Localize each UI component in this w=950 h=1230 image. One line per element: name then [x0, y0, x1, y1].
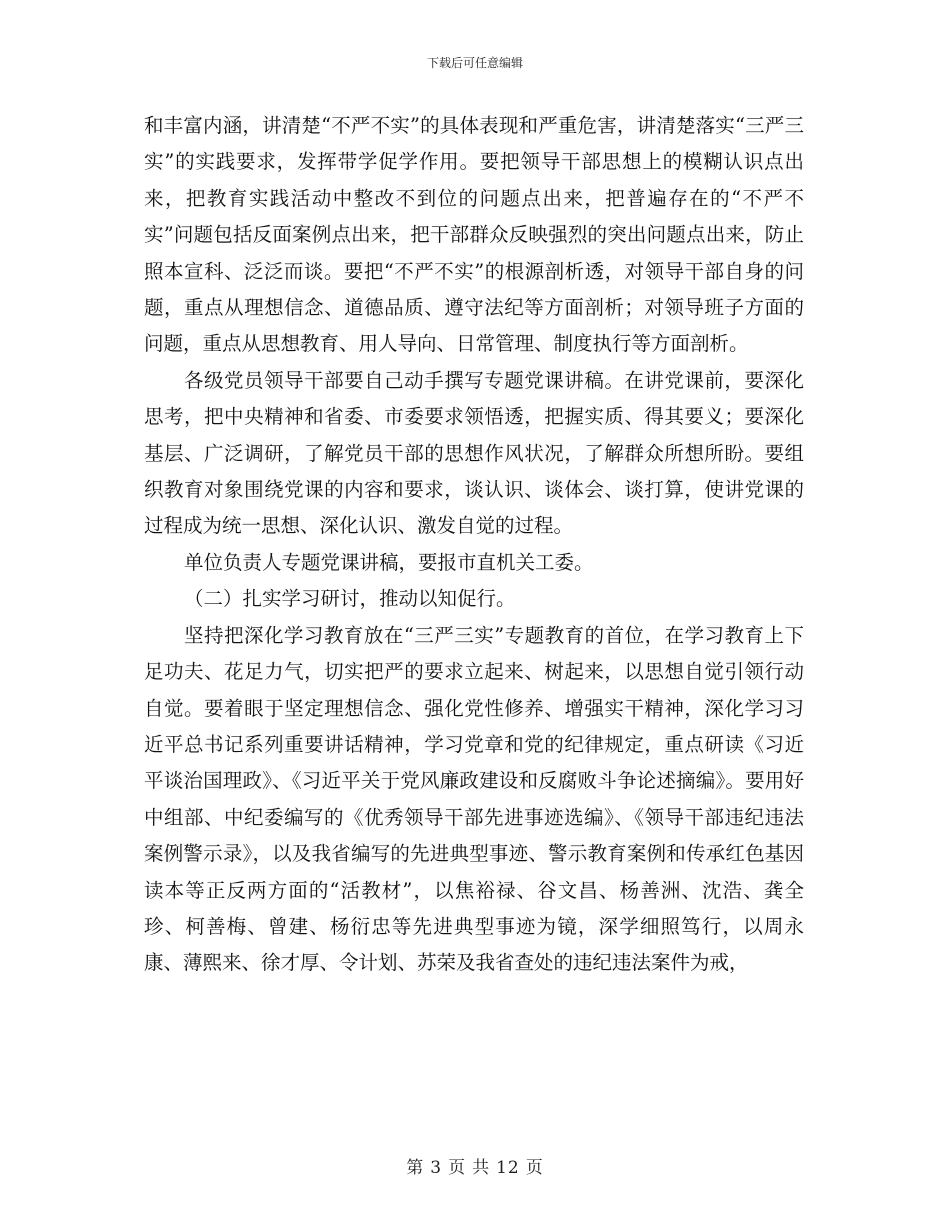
paragraph-2: 各级党员领导干部要自己动手撰写专题党课讲稿。在讲党课前，要深化思考，把中央精神和省委、市委要求领悟透，把握实质、得其要义；要深化基层、广泛调研，了解党员干部的思想作风状况，了解群众所想所盼。要组织教育对象围绕党课的内容和要求，谈认识、谈体会、谈打算，使讲党课的过程成为统一思想、深化认识、激发自觉的过程。: [144, 368, 804, 538]
total-pages-number: 12: [496, 1158, 520, 1178]
document-body: [144, 108, 804, 982]
paragraph-1: 和丰富内涵，讲清楚“不严不实”的具体表现和严重危害，讲清楚落实“三严三实”的实践要求，发挥带学促学作用。要把领导干部思想上的模糊认识点出来，把教育实践活动中整改不到位的问题点出来，把普遍存在的“不严不实”问题包括反面案例点出来，把干部群众反映强烈的突出问题点出来，防止照本宣科、泛泛而谈。要把“不严不实”的根源剖析透，对领导干部自身的问题，重点从理想信念、道德品质、遵守法纪等方面剖析；对领导班子方面的问题，重点从思想教育、用人导向、日常管理、制度执行等方面剖析。: [144, 114, 804, 356]
section-heading: （二）扎实学习研讨，推动以知促行。: [184, 587, 516, 611]
paragraph-5: 坚持把深化学习教育放在“三严三实”专题教育的首位，在学习教育上下足功夫、花足力气，切实把严的要求立起来、树起来，以思想自觉引领行动自觉。要着眼于坚定理想信念、强化党性修养、增强实干精神，深化学习习近平总书记系列重要讲话精神，学习党章和党的纪律规定，重点研读《习近平谈治国理政》、《习近平关于党风廉政建设和反腐败斗争论述摘编》。要用好中组部、中纪委编写的《优秀领导干部先进事迹选编》、《领导干部违纪违法案例警示录》，以及我省编写的先进典型事迹、警示教育案例和传承红色基因读本等正反两方面的“活教材”，以焦裕禄、谷文昌、杨善洲、沈浩、龚全珍、柯善梅、曾建、杨衍忠等先进典型事迹为镜，深学细照笃行，以周永康、薄熙来、徐才厚、令计划、苏荣及我省查处的违纪违法案件为戒，: [144, 623, 804, 975]
footer-mid: 页: [448, 1158, 467, 1178]
paragraph-3: 单位负责人专题党课讲稿，要报市直机关工委。: [184, 550, 594, 574]
footer-prefix: 第: [406, 1158, 425, 1178]
current-page-number: 3: [430, 1158, 443, 1178]
footer-suffix: 页: [525, 1158, 544, 1178]
page-footer: [0, 1153, 950, 1178]
footer-total-prefix: 共: [472, 1158, 491, 1178]
page-header: 下载后可任意编辑: [426, 56, 523, 70]
